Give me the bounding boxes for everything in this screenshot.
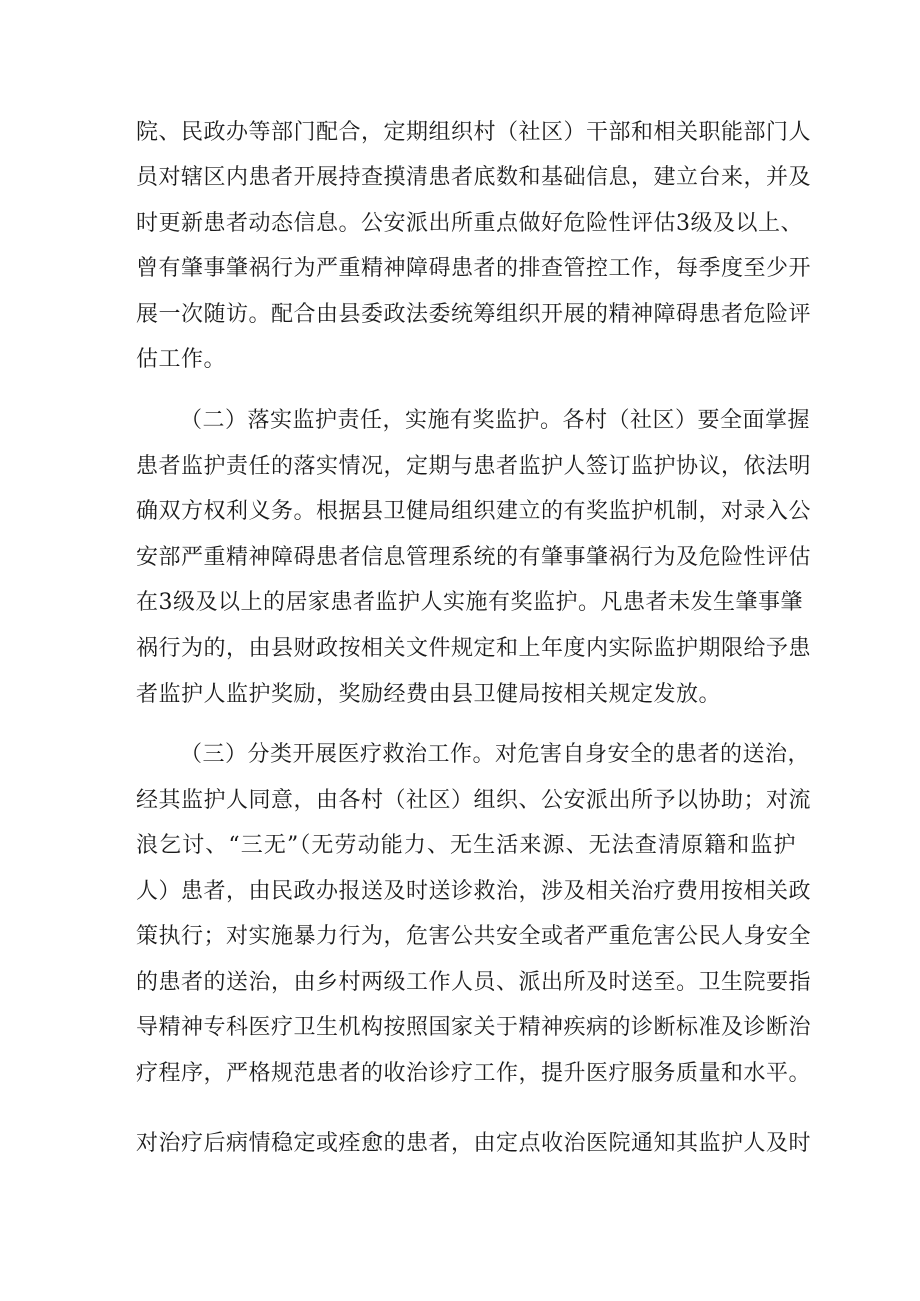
paragraph-line: 曾有肇事肇祸行为严重精神障碍患者的排查管控工作，每季度至少开 [136, 256, 812, 281]
paragraph-line: 确双方权利义务。根据县卫健局组织建立的有奖监护机制，对录入公 [136, 499, 812, 524]
paragraph-line: 浪乞讨、“三无”（无劳动能力、无生活来源、无法查清原籍和监护 [136, 833, 796, 858]
paragraph-line: 人）患者，由民政办报送及时送诊救治，涉及相关治疗费用按相关政 [136, 879, 812, 904]
paragraph-line: 导精神专科医疗卫生机构按照国家关于精神疾病的诊断标准及诊断治 [136, 1015, 812, 1040]
paragraph-line: 员对辖区内患者开展持查摸清患者底数和基础信息，建立台来，并及 [136, 165, 812, 190]
paragraph-line: （三）分类开展医疗救治工作。对危害自身安全的患者的送治， [180, 742, 811, 767]
paragraph-line: 估工作。 [136, 347, 227, 372]
paragraph-line: 时更新患者动态信息。公安派出所重点做好危险性评估3级及以上、 [136, 211, 803, 236]
paragraph-line: 对治疗后病情稳定或痊愈的患者，由定点收治医院通知其监护人及时 [136, 1131, 812, 1156]
paragraph-line: 在3级及以上的居家患者监护人实施有奖监护。凡患者未发生肇事肇 [136, 590, 803, 615]
paragraph-line: 者监护人监护奖励，奖励经费由县卫健局按相关规定发放。 [136, 682, 722, 707]
paragraph-line: 院、民政办等部门配合，定期组织村（社区）干部和相关职能部门人 [136, 120, 812, 145]
paragraph-line: 祸行为的，由县财政按相关文件规定和上年度内实际监护期限给予患 [136, 636, 812, 661]
paragraph-line: （二）落实监护责任，实施有奖监护。各村（社区）要全面掌握 [180, 408, 811, 433]
paragraph-line: 的患者的送治，由乡村两级工作人员、派出所及时送至。卫生院要指 [136, 970, 812, 995]
paragraph-line: 患者监护责任的落实情况，定期与患者监护人签订监护协议，依法明 [136, 454, 812, 479]
paragraph-line: 展一次随访。配合由县委政法委统筹组织开展的精神障碍患者危险评 [136, 302, 812, 327]
paragraph-line: 安部严重精神障碍患者信息管理系统的有肇事肇祸行为及危险性评估 [136, 545, 812, 570]
paragraph-line: 疗程序，严格规范患者的收治诊疗工作，提升医疗服务质量和水平。 [136, 1061, 812, 1086]
paragraph-line: 经其监护人同意，由各村（社区）组织、公安派出所予以协助；对流 [136, 788, 812, 813]
paragraph-line: 策执行；对实施暴力行为，危害公共安全或者严重危害公民人身安全 [136, 924, 812, 949]
